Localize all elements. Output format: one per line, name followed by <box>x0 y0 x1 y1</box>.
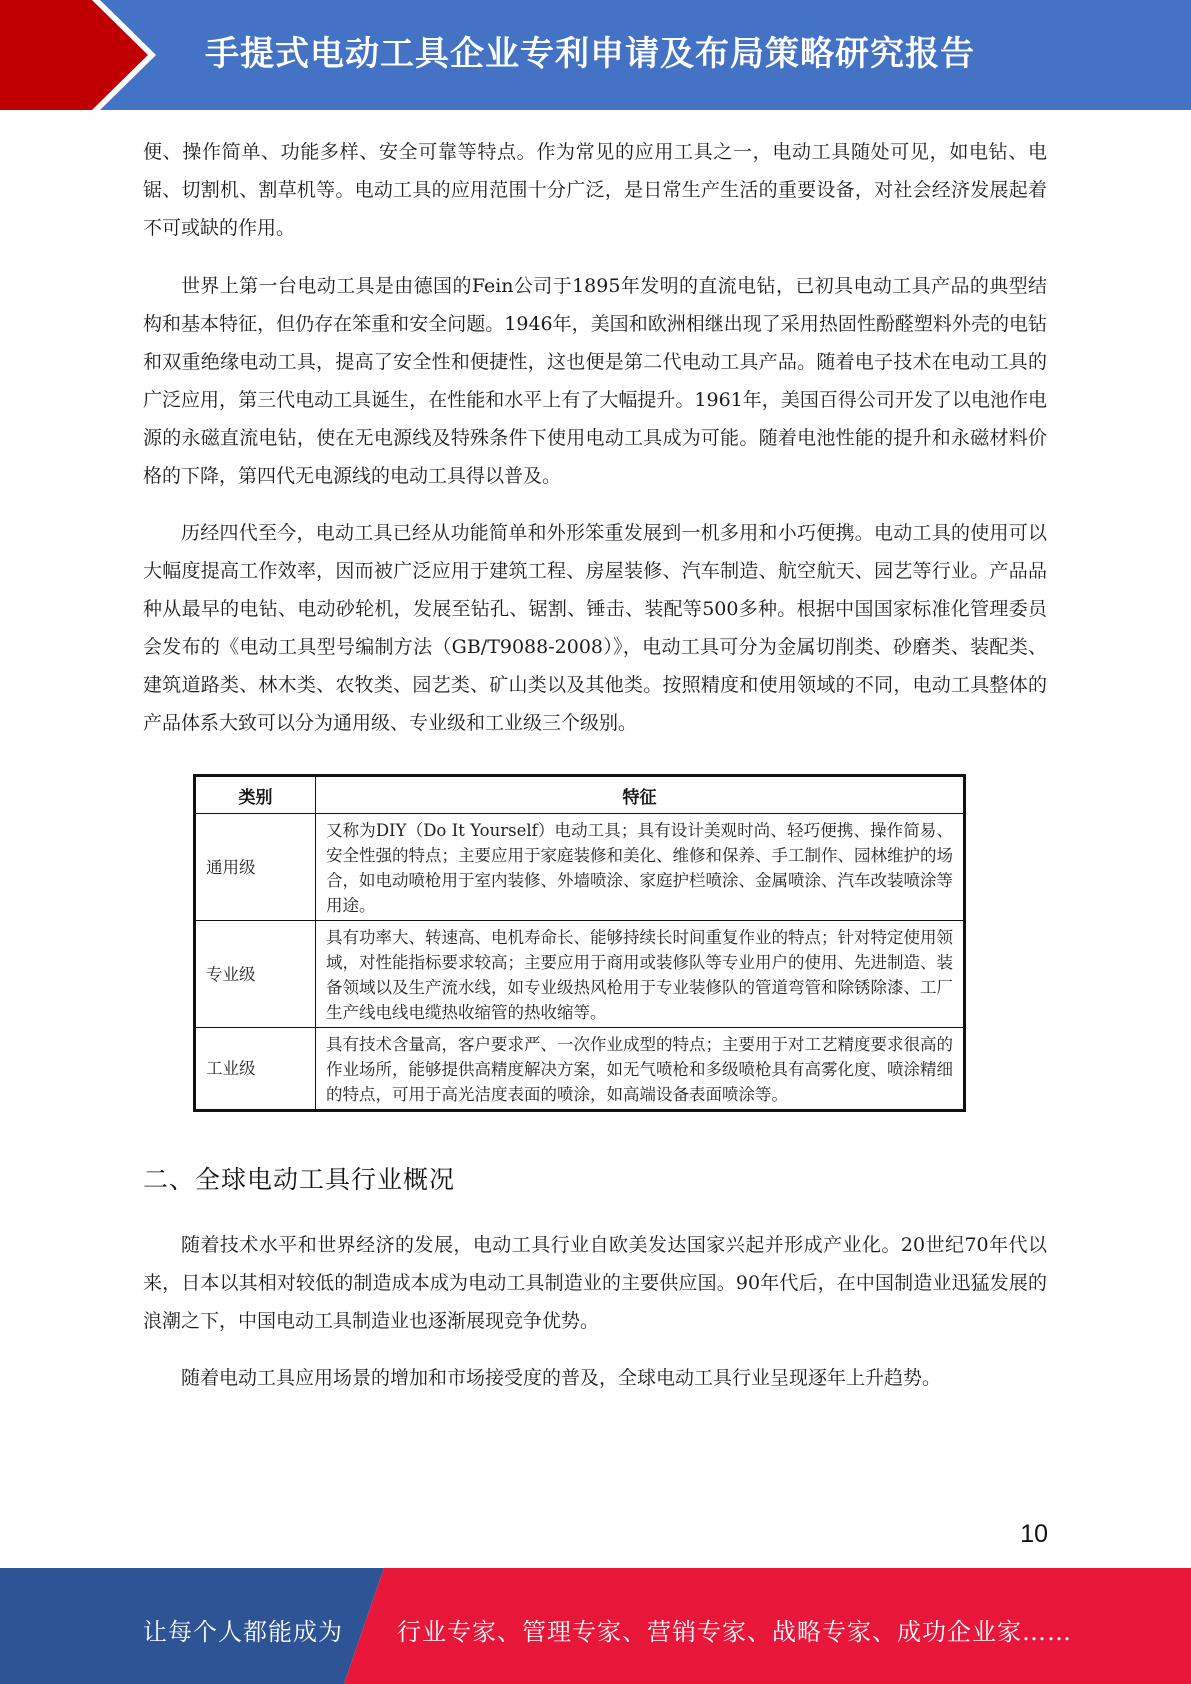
category-cell: 专业级 <box>195 921 316 1028</box>
feature-cell: 具有技术含量高，客户要求严、一次作业成型的特点；主要用于对工艺精度要求很高的作业场所，能够提供高精度解决方案，如无气喷枪和多级喷枪具有高雾化度、喷涂精细的特点，可用于高光洁度表面的喷涂，如高端设备表面喷涂等。 <box>316 1028 965 1111</box>
category-cell: 工业级 <box>195 1028 316 1111</box>
table-header-row <box>195 776 965 814</box>
header-category: 类别 <box>195 776 316 814</box>
page-header <box>0 0 1191 110</box>
footer-slogan-right: 行业专家、管理专家、营销专家、战略专家、成功企业家…… <box>397 1618 1072 1646</box>
table-row <box>195 921 965 1028</box>
footer-slogan-left: 让每个人都能成为 <box>143 1618 343 1646</box>
paragraph-1: 便、操作简单、功能多样、安全可靠等特点。作为常见的应用工具之一，电动工具随处可见，如电钻、电锯、切割机、割草机等。电动工具的应用范围十分广泛，是日常生产生活的重要设备，对社会经济发展起着不可或缺的作用。 <box>143 141 1047 239</box>
header-arrow-decoration <box>0 0 160 110</box>
section-paragraph-1: 随着技术水平和世界经济的发展，电动工具行业自欧美发达国家兴起并形成产业化。20世纪70年代以来，日本以其相对较低的制造成本成为电动工具制造业的主要供应国。90年代后，在中国制造业迅猛发展的浪潮之下，中国电动工具制造业也逐渐展现竞争优势。 <box>143 1234 1047 1332</box>
table-row <box>195 814 965 921</box>
section-paragraph-2: 随着电动工具应用场景的增加和市场接受度的普及，全球电动工具行业呈现逐年上升趋势。 <box>181 1367 942 1389</box>
feature-cell: 具有功率大、转速高、电机寿命长、能够持续长时间重复作业的特点；针对特定使用领域，对性能指标要求较高；主要应用于商用或装修队等专业用户的使用、先进制造、装备领域以及生产流水线，如专业级热风枪用于专业装修队的管道弯管和除锈除漆、工厂生产线电线电缆热收缩管的热收缩等。 <box>316 921 965 1028</box>
header-feature: 特征 <box>316 776 965 814</box>
page-number: 10 <box>1020 1520 1048 1548</box>
classification-table-wrapper <box>193 774 966 1112</box>
paragraph-3: 历经四代至今，电动工具已经从功能简单和外形笨重发展到一机多用和小巧便携。电动工具的使用可以大幅度提高工作效率，因而被广泛应用于建筑工程、房屋装修、汽车制造、航空航天、园艺等行业。产品品种从最早的电钻、电动砂轮机，发展至钻孔、锯割、锤击、装配等500多种。根据中国国家标准化管理委员会发布的《电动工具型号编制方法（GB/T9088-2008）》，电动工具可分为金属切削类、砂磨类、装配类、建筑道路类、林木类、农牧类、园艺类、矿山类以及其他类。按照精度和使用领域的不同，电动工具整体的产品体系大致可以分为通用级、专业级和工业级三个级别。 <box>143 522 1047 734</box>
table-row <box>195 1028 965 1111</box>
page-footer <box>0 1568 1191 1684</box>
paragraph-2: 世界上第一台电动工具是由德国的Fein公司于1895年发明的直流电钻，已初具电动工具产品的典型结构和基本特征，但仍存在笨重和安全问题。1946年，美国和欧洲相继出现了采用热固性酚醛塑料外壳的电钻和双重绝缘电动工具，提高了安全性和便捷性，这也便是第二代电动工具产品。随着电子技术在电动工具的广泛应用，第三代电动工具诞生，在性能和水平上有了大幅提升。1961年，美国百得公司开发了以电池作电源的永磁直流电钻，使在无电源线及特殊条件下使用电动工具成为可能。随着电池性能的提升和永磁材料价格的下降，第四代无电源线的电动工具得以普及。 <box>143 275 1047 487</box>
report-title: 手提式电动工具企业专利申请及布局策略研究报告 <box>205 34 975 74</box>
section-heading: 二、全球电动工具行业概况 <box>143 1165 456 1194</box>
category-cell: 通用级 <box>195 814 316 921</box>
main-content <box>143 133 1047 1416</box>
feature-cell: 又称为DIY（Do It Yourself）电动工具；具有设计美观时尚、轻巧便携、操作简易、安全性强的特点；主要应用于家庭装修和美化、维修和保养、手工制作、园林维护的场合，如电动喷枪用于室内装修、外墙喷涂、家庭护栏喷涂、金属喷涂、汽车改装喷涂等用途。 <box>316 814 965 921</box>
classification-table <box>193 774 966 1112</box>
